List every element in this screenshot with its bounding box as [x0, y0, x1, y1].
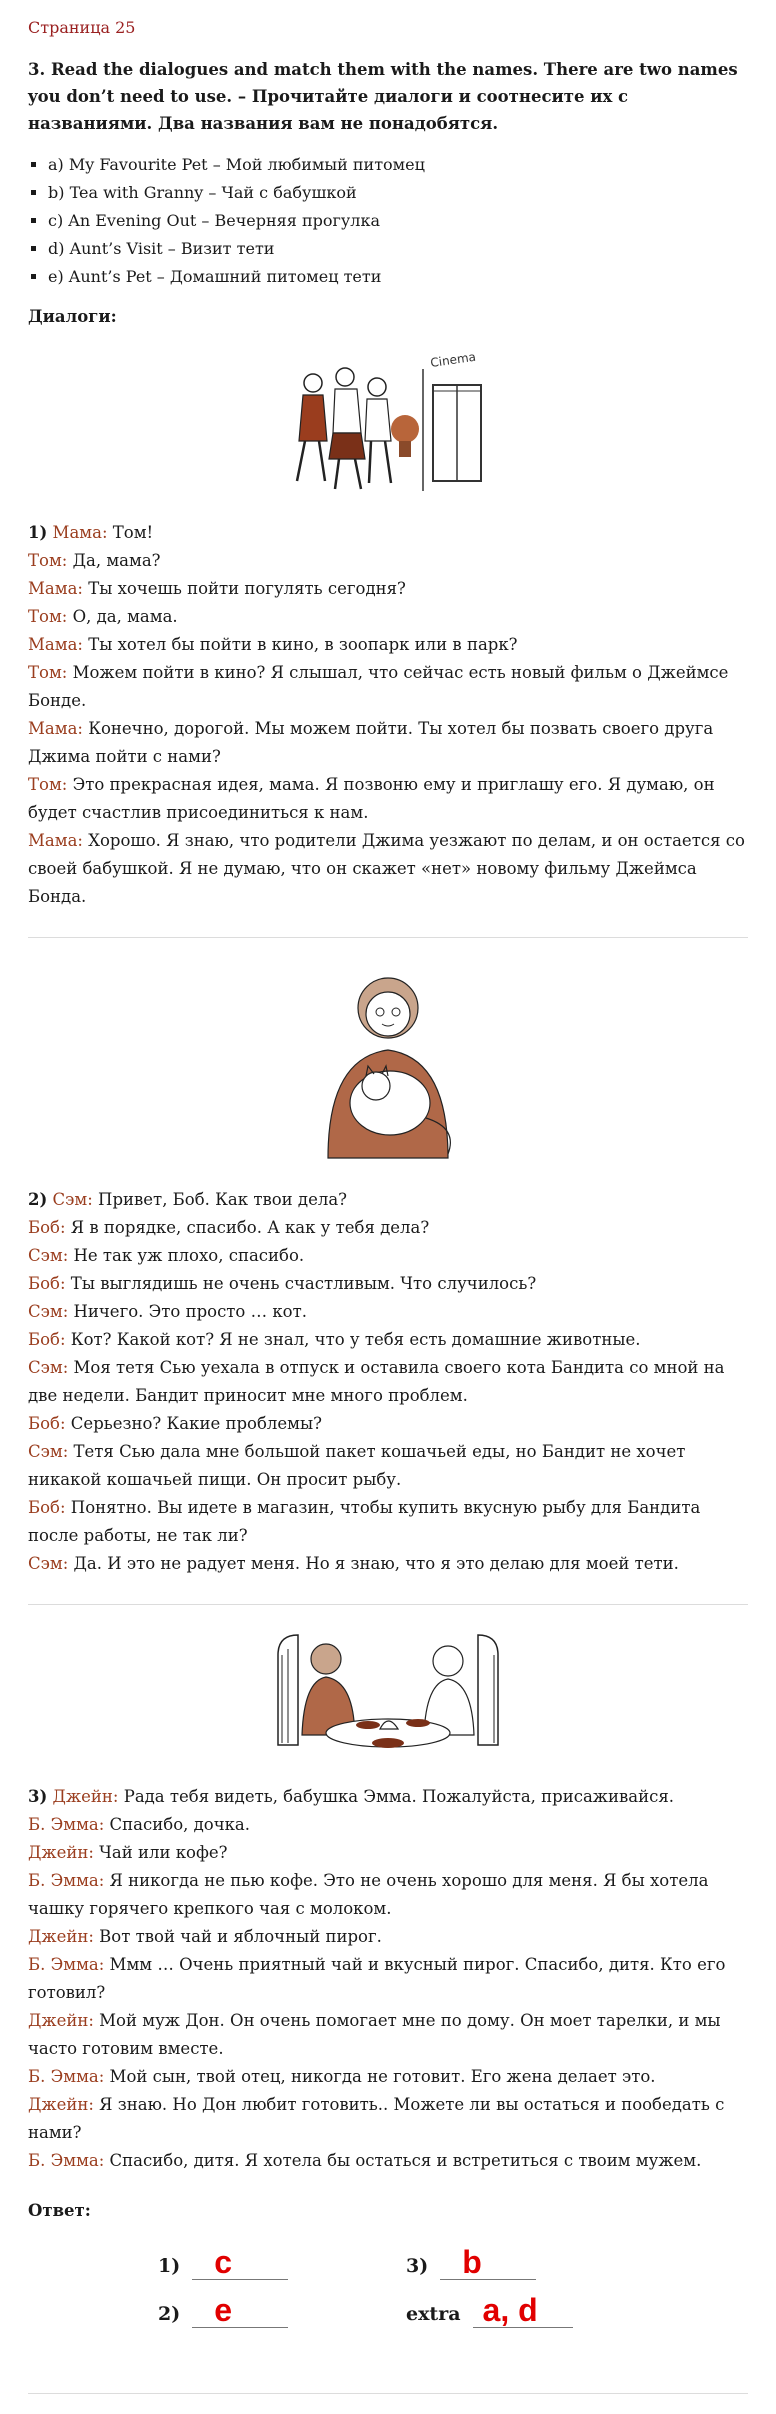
line-text: О, да, мама. — [67, 607, 178, 626]
cat-illustration — [28, 958, 748, 1168]
speaker-name: Джейн: — [52, 1787, 119, 1806]
answer-row — [406, 2292, 573, 2328]
answer-value: e — [214, 2292, 233, 2328]
answer-row — [406, 2244, 536, 2280]
dialogue-line — [28, 1550, 748, 1578]
dialogues-heading: Диалоги: — [28, 307, 117, 326]
section-divider — [28, 2393, 748, 2394]
answer-blank — [192, 2244, 288, 2280]
task-instruction: 3. Read the dialogues and match them with the names. There are two names you don’t need to use. – Прочитайте диалоги и соотнесите их с названиями. Два названия вам не понадобятся. — [28, 60, 738, 133]
dialogue-line — [28, 575, 748, 603]
answer-value: c — [214, 2244, 233, 2280]
dialogue-3 — [28, 1783, 748, 2175]
line-text: Мой сын, твой отец, никогда не готовит. Его жена делает это. — [104, 2067, 656, 2086]
dialogue-line — [28, 827, 748, 911]
answer-heading: Ответ: — [28, 2201, 91, 2220]
line-text: Том! — [107, 523, 154, 542]
line-text: Рада тебя видеть, бабушка Эмма. Пожалуйста, присаживайся. — [118, 1787, 675, 1806]
dialogue-2 — [28, 1186, 748, 1578]
answer-blank — [440, 2244, 536, 2280]
answer-blank — [473, 2292, 573, 2328]
dialogue-line — [28, 519, 748, 547]
dialogue-line — [28, 1354, 748, 1410]
dialogue-line — [28, 547, 748, 575]
cinema-illustration — [28, 341, 748, 501]
speaker-name: Б. Эмма: — [28, 1815, 105, 1834]
dialogue-line — [28, 603, 748, 631]
answer-value: b — [462, 2244, 482, 2280]
dialogue-number: 2) — [28, 1190, 48, 1209]
section-divider — [28, 937, 748, 938]
speaker-name: Б. Эмма: — [28, 1955, 105, 1974]
answer-label: extra — [406, 2303, 461, 2325]
line-text: Ммм … Очень приятный чай и вкусный пирог. Спасибо, дитя. Кто его готовил? — [28, 1955, 726, 2002]
speaker-name: Б. Эмма: — [28, 2151, 105, 2170]
dialogue-line — [28, 2063, 748, 2091]
page-link[interactable]: Страница 25 — [28, 18, 136, 37]
speaker-name: Боб: — [28, 1274, 66, 1293]
line-text: Да, мама? — [67, 551, 161, 570]
line-text: Ты хотел бы пойти в кино, в зоопарк или в парк? — [82, 635, 518, 654]
title-options-list — [28, 151, 748, 291]
line-text: Хорошо. Я знаю, что родители Джима уезжают по делам, и он остается со своей бабушкой. Я не думаю, что он скажет «нет» новому фильму Джеймса Бонда. — [28, 831, 745, 906]
tea-with-granny-image — [268, 1625, 508, 1765]
answer-value: a, d — [482, 2292, 538, 2328]
line-text: Вот твой чай и яблочный пирог. — [93, 1927, 382, 1946]
answer-label: 1) — [158, 2255, 181, 2277]
speaker-name: Мама: — [28, 635, 83, 654]
line-text: Чай или кофе? — [93, 1843, 228, 1862]
dialogue-line — [28, 1410, 748, 1438]
dialogue-line — [28, 1326, 748, 1354]
dialogue-line — [28, 1867, 748, 1923]
section-divider — [28, 1604, 748, 1605]
line-text: Ты хочешь пойти погулять сегодня? — [82, 579, 406, 598]
line-text: Я знаю. Но Дон любит готовить.. Можете ли вы остаться и пообедать с нами? — [28, 2095, 725, 2142]
line-text: Это прекрасная идея, мама. Я позвоню ему и приглашу его. Я думаю, он будет счастлив присоединиться к нам. — [28, 775, 715, 822]
line-text: Серьезно? Какие проблемы? — [65, 1414, 322, 1433]
speaker-name: Боб: — [28, 1330, 66, 1349]
speaker-name: Том: — [28, 607, 68, 626]
dialogue-line — [28, 1923, 748, 1951]
speaker-name: Джейн: — [28, 2011, 94, 2030]
speaker-name: Сэм: — [28, 1358, 69, 1377]
speaker-name: Джейн: — [28, 1843, 94, 1862]
speaker-name: Джейн: — [28, 2095, 94, 2114]
speaker-name: Б. Эмма: — [28, 2067, 105, 2086]
line-text: Конечно, дорогой. Мы можем пойти. Ты хотел бы позвать своего друга Джима пойти с нами? — [28, 719, 714, 766]
dialogue-line — [28, 771, 748, 827]
dialogue-number: 3) — [28, 1787, 48, 1806]
line-text: Кот? Какой кот? Я не знал, что у тебя есть домашние животные. — [65, 1330, 641, 1349]
line-text: Да. И это не радует меня. Но я знаю, что я это делаю для моей тети. — [68, 1554, 679, 1573]
speaker-name: Боб: — [28, 1218, 66, 1237]
answer-card — [158, 2239, 618, 2359]
speaker-name: Мама: — [28, 579, 83, 598]
dialogue-line — [28, 1811, 748, 1839]
dialogue-line — [28, 2007, 748, 2063]
dialogue-line — [28, 2147, 748, 2175]
dialogue-number: 1) — [28, 523, 48, 542]
speaker-name: Том: — [28, 551, 68, 570]
cinema-scene-image — [273, 341, 503, 501]
dialogue-line — [28, 1242, 748, 1270]
speaker-name: Сэм: — [52, 1190, 93, 1209]
dialogue-line — [28, 1438, 748, 1494]
line-text: Спасибо, дитя. Я хотела бы остаться и встретиться с твоим мужем. — [104, 2151, 702, 2170]
answer-row — [158, 2244, 288, 2280]
speaker-name: Джейн: — [28, 1927, 94, 1946]
dialogue-line — [28, 2091, 748, 2147]
option-item: ▪ c) An Evening Out – Вечерняя прогулка — [48, 207, 748, 235]
speaker-name: Сэм: — [28, 1302, 69, 1321]
speaker-name: Б. Эмма: — [28, 1871, 105, 1890]
option-item: ▪ e) Aunt’s Pet – Домашний питомец тети — [48, 263, 748, 291]
speaker-name: Боб: — [28, 1498, 66, 1517]
line-text: Мой муж Дон. Он очень помогает мне по дому. Он моет тарелки, и мы часто готовим вместе. — [28, 2011, 721, 2058]
dialogue-line — [28, 1270, 748, 1298]
speaker-name: Том: — [28, 663, 68, 682]
line-text: Я в порядке, спасибо. А как у тебя дела? — [65, 1218, 430, 1237]
speaker-name: Мама: — [28, 831, 83, 850]
line-text: Ты выглядишь не очень счастливым. Что случилось? — [65, 1274, 537, 1293]
line-text: Можем пойти в кино? Я слышал, что сейчас есть новый фильм о Джеймсе Бонде. — [28, 663, 729, 710]
option-item: ▪ a) My Favourite Pet – Мой любимый питомец — [48, 151, 748, 179]
answer-blank — [192, 2292, 288, 2328]
dialogue-line — [28, 1214, 748, 1242]
cinema-sign-text: Cinema — [429, 349, 477, 370]
line-text: Не так уж плохо, спасибо. — [68, 1246, 305, 1265]
option-item: ▪ b) Tea with Granny – Чай с бабушкой — [48, 179, 748, 207]
dialogue-line — [28, 1298, 748, 1326]
answer-label: 2) — [158, 2303, 181, 2325]
dialogue-line — [28, 1783, 748, 1811]
speaker-name: Мама: — [52, 523, 108, 542]
line-text: Ничего. Это просто … кот. — [68, 1302, 307, 1321]
speaker-name: Сэм: — [28, 1554, 69, 1573]
dialogue-line — [28, 715, 748, 771]
line-text: Моя тетя Сью уехала в отпуск и оставила своего кота Бандита со мной на две недели. Бандит приносит мне много проблем. — [28, 1358, 725, 1405]
dialogue-line — [28, 659, 748, 715]
line-text: Я никогда не пью кофе. Это не очень хорошо для меня. Я бы хотела чашку горячего крепкого чая с молоком. — [28, 1871, 709, 1918]
dialogue-1 — [28, 519, 748, 911]
woman-with-cat-image — [298, 958, 478, 1168]
line-text: Спасибо, дочка. — [104, 1815, 251, 1834]
line-text: Привет, Боб. Как твои дела? — [92, 1190, 348, 1209]
speaker-name: Сэм: — [28, 1442, 69, 1461]
dialogue-line — [28, 1494, 748, 1550]
speaker-name: Мама: — [28, 719, 83, 738]
speaker-name: Том: — [28, 775, 68, 794]
line-text: Понятно. Вы идете в магазин, чтобы купить вкусную рыбу для Бандита после работы, не так ли? — [28, 1498, 701, 1545]
dialogue-line — [28, 1839, 748, 1867]
speaker-name: Сэм: — [28, 1246, 69, 1265]
answer-row — [158, 2292, 288, 2328]
tea-illustration — [28, 1625, 748, 1765]
dialogue-line — [28, 1186, 748, 1214]
option-item: ▪ d) Aunt’s Visit – Визит тети — [48, 235, 748, 263]
speaker-name: Боб: — [28, 1414, 66, 1433]
dialogue-line — [28, 1951, 748, 2007]
line-text: Тетя Сью дала мне большой пакет кошачьей еды, но Бандит не хочет никакой кошачьей пищи. Он просит рыбу. — [28, 1442, 686, 1489]
dialogue-line — [28, 631, 748, 659]
answer-label: 3) — [406, 2255, 429, 2277]
